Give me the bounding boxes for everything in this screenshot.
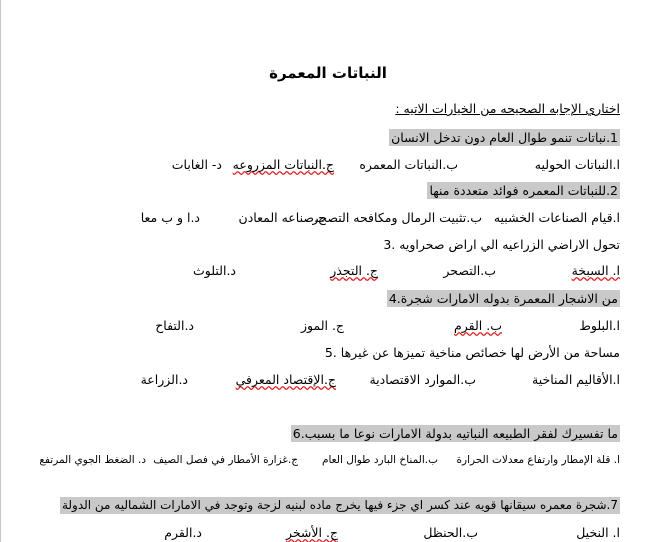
q6-option-a: ا. قلة الإمطار وارتفاع معدلات الحرارة [456,454,620,466]
question-5-options [0,371,656,389]
q4-option-c: ج. الموز [300,318,344,333]
q1-option-b: ب.النباتات المعمره [359,157,458,172]
page-title: النباتات المعمرة [269,64,387,82]
q5-option-c: ج.الإقتصاد المعرفي [235,372,336,387]
question-4-options [0,317,656,335]
q7-option-a: ا. النخيل [576,525,620,540]
q2-option-d: د.ا و ب معا [140,210,200,225]
q4-option-d: د.التفاح [155,318,194,333]
q3-option-a: ا. السبخة [571,263,620,278]
question-1-options [0,156,656,174]
question-7: 7.شجرة معمره سيقانها قويه عند كسر اي جزء فيها يخرج ماده لبنيه لزجة وتوجد في الامارات الشماليه من الدولة [61,498,618,512]
question-1: 1.نباتات تنمو طوال العام دون تدخل الانسان [391,130,618,145]
q2-option-c: ج.صناعه المعادن [238,210,326,225]
q4-option-b: ب. القرم [454,318,502,333]
q6-option-d: د. الضغط الجوي المرتفع [39,454,146,466]
q4-option-a: ا.البلوط [579,318,620,333]
question-7-options [0,524,656,542]
question-2: 2.للنباتات المعمره فوائد متعددة منها [429,183,618,198]
q5-option-d: د.الزراعة [140,372,188,387]
q2-option-b: ب.تثبيت الرمال ومكافحه التصحر [312,210,482,225]
question-3-options [0,262,656,280]
q7-option-d: د.القرم [164,525,202,540]
question-3: تحول الاراضي الزراعيه الي اراض صحراويه .3 [383,237,620,252]
q3-option-c: ج. التجذر [330,263,378,278]
q2-option-a: ا.قيام الصناعات الخشبيه [493,210,620,225]
question-6-options [0,452,656,470]
question-2-options [0,209,656,227]
q7-option-b: ب.الحنظل [423,525,478,540]
q3-option-b: ب.التصحر [443,263,496,278]
q1-option-d: د- الغابات [171,157,222,172]
instruction-text: اختاري الإجابه الصحيحه من الخيارات الاتيه : [395,101,620,116]
q6-option-b: ب.المناخ البارد طوال العام [321,454,438,466]
q1-option-a: ا.النباتات الحوليه [534,157,620,172]
question-6: ما تفسيرك لفقر الطبيعه النباتيه بدولة الامارات نوعا ما بسبب.6 [292,426,618,441]
q3-option-d: د.التلوث [193,263,236,278]
q7-option-c: ج. الأشخر [285,525,338,540]
q5-option-b: ب.الموارد الاقتصادية [369,372,476,387]
q6-option-c: ج.غزارة الأمطار في فصل الصيف [153,454,298,466]
q5-option-a: ا.الأقاليم المناخية [532,372,620,387]
question-4: من الاشجار المعمرة بدوله الامارات شجرة.4 [388,291,618,306]
q1-option-c: ج.النباتات المزروعه [232,157,334,172]
question-5: مساحة من الأرض لها خصائص مناخية تميزها عن غيرها .5 [324,345,620,360]
